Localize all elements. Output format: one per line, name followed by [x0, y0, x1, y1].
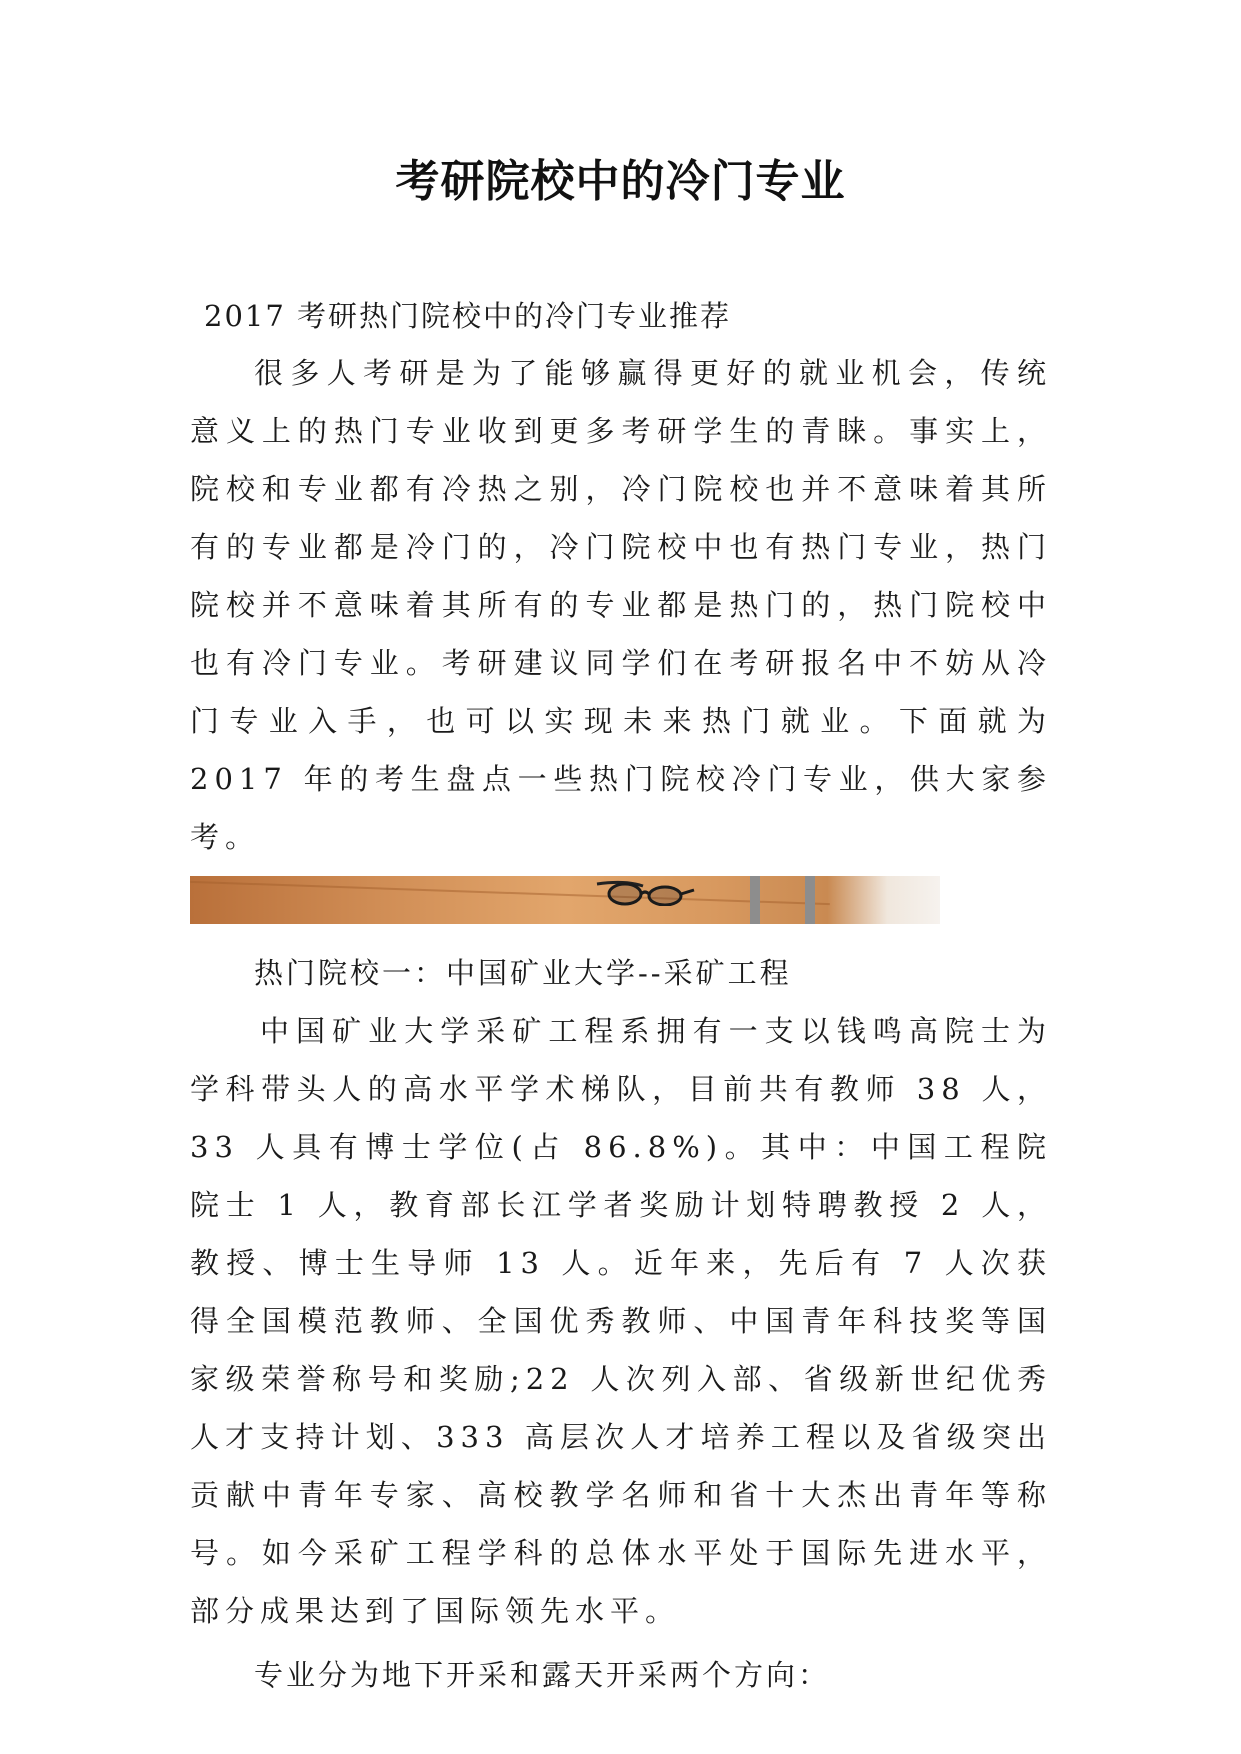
directions-paragraph: 专业分为地下开采和露天开采两个方向：: [254, 1658, 831, 1692]
section-heading: 热门院校一：中国矿业大学--采矿工程: [254, 956, 792, 990]
page-title: 考研院校中的冷门专业: [395, 156, 846, 207]
document-body: [190, 288, 1052, 1704]
subtitle: 2017 考研热门院校中的冷门专业推荐: [204, 299, 732, 333]
table-leg-left: [750, 876, 760, 924]
section-paragraph: 中国矿业大学采矿工程系拥有一支以钱鸣高院士为学科带头人的高水平学术梯队，目前共有教师 38 人，33 人具有博士学位(占 86.8%)。其中：中国工程院院士 1 人，教育部长江学者奖励计划特聘教授 2 人，教授、博士生导师 13 人。近年来，先后有 7 人次获得全国模范教师、全国优秀教师、中国青年科技奖等国家级荣誉称号和奖励;22 人次列入部、省级新世纪优秀人才支持计划、333 高层次人才培养工程以及省级突出贡献中青年专家、高校教学名师和省十大杰出青年等称号。如今采矿工程学科的总体水平处于国际先进水平，部分成果达到了国际领先水平。: [190, 1014, 1052, 1628]
intro-paragraph: 很多人考研是为了能够赢得更好的就业机会，传统意义上的热门专业收到更多考研学生的青睐。事实上，院校和专业都有冷热之别，冷门院校也并不意味着其所有的专业都是冷门的，冷门院校中也有热门专业，热门院校并不意味着其所有的专业都是热门的，热门院校中也有冷门专业。考研建议同学们在考研报名中不妨从冷门专业入手，也可以实现未来热门就业。下面就为 2017 年的考生盘点一些热门院校冷门专业，供大家参考。: [190, 356, 1052, 854]
table-leg-right: [805, 876, 815, 924]
desk-edge-line: [190, 881, 830, 905]
eyeglasses-icon: [595, 878, 695, 906]
desk-photo-image: [190, 876, 940, 924]
